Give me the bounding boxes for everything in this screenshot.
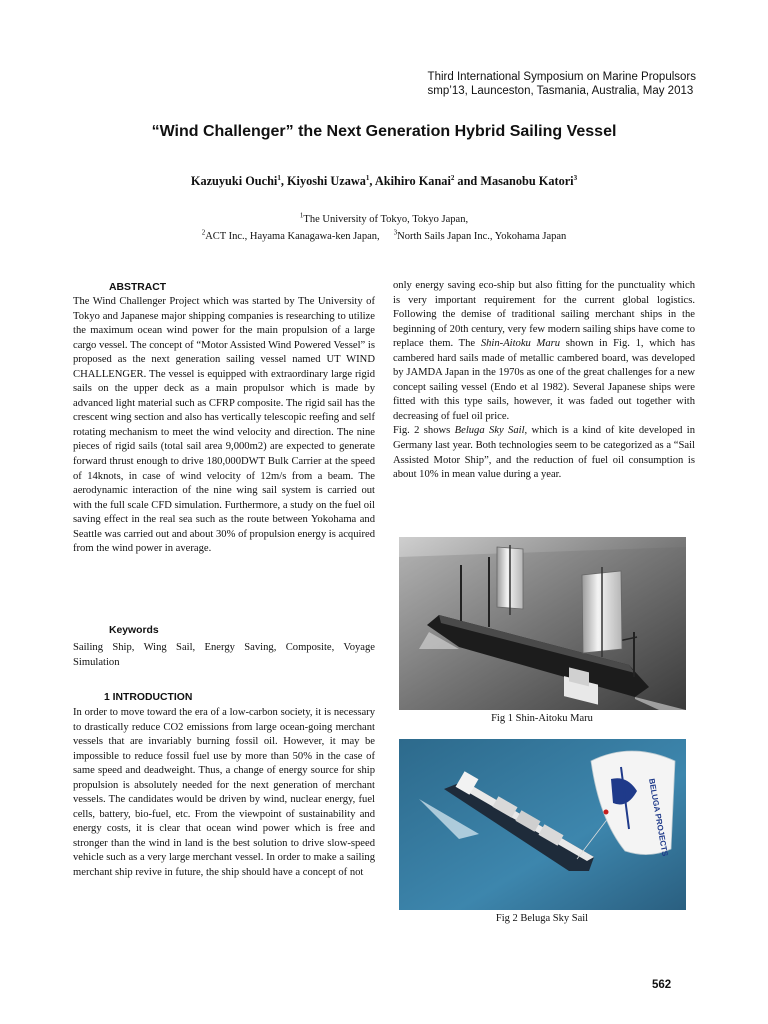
author-affiliation-mark: 3 [573,173,578,182]
author-list [0,174,768,189]
figure-1-caption: Fig 1 Shin-Aitoku Maru [491,713,593,724]
author-separator: , [280,174,287,188]
affiliation-line-2 [0,228,768,242]
affiliation-line-1 [0,211,768,225]
conference-header [428,70,696,98]
sailing-ship-photo [399,537,686,710]
introduction-heading: 1 INTRODUCTION [104,692,193,703]
paragraph-text: shown in Fig. 1, which has cambered hard sails made of metallic cambered board, was developed by JAMDA Japan in the 1970s as one of the great challenges for a new concept sailing vessel (Endo et al 1982). Several Japanese ships were fitted with this type sails, however, it was faded out together with decreasing of fuel oil price. [393,338,695,422]
conference-line-1: Third International Symposium on Marine Propulsors [427,71,696,83]
paragraph-text: , which is a kind of kite developed in Germany last year. Both technologies seem to be categorized as a “Sail Assisted Motor Ship”, and the reduction of fuel oil consumption is about 10% in mean value during a year. [393,425,696,481]
figure-1-photo [399,537,686,710]
abstract-text: The Wind Challenger Project which was started by The University of Tokyo and Japanese major shipping companies is researching to utilize the maximum ocean wind power for the main propulsion of a large cargo vessel. The concept of “Motor Assisted Wind Powered Vessel” is proposed as the next generation sailing vessel named UT WIND CHALLENGER. The vessel is equipped with extraordinary large rigid sails on the upper deck as a main propulsor which is made by advanced light material such as CFRP composite. The rigid sail has the crescent wing section and also has vertically telescopic reefing and self rotating mechanism to meet the wind velocity and direction. The nine pieces of rigid sails (total sail area 9,000m2) are expected to generate forward thrust enough to drive 180,000DWT Bulk Carrier at the speed of 14knots, in case of wind velocity of 12m/s from a beam. The aerodynamic interaction of the nine wing sail system is carried out with the full scale CFD simulation. Furthermore, a study on the fuel oil saving effect in the real sea such as the route between Yokohama and Seattle was carried out and about 30% of propulsion energy is acquired from the wind power in average. [73,296,375,555]
author-name: Masanobu Katori [480,174,574,188]
author-affiliation-mark: 2 [450,173,455,182]
conference-line-2: smp’13, Launceston, Tasmania, Australia, May 2013 [427,85,694,97]
kite-logo-text: BELUGA PROJECTS [647,777,670,857]
author-affiliation-mark: 1 [365,173,370,182]
paragraph-text: Fig. 2 shows [393,425,455,437]
affiliation-number: 1 [299,211,304,220]
author-separator: and [454,174,481,188]
paper-title: “Wind Challenger” the Next Generation Hybrid Sailing Vessel [151,123,617,140]
introduction-text: In order to move toward the era of a low-carbon society, it is necessary to drastically reduce CO2 emissions from large ocean-going merchant vessels that are invariably burning fossil oil. However, it may be impossible to reduce fossil fuel use by more than 50% in the case of same speed and deadweight. Thus, a change of energy source for ship propulsion is absolutely needed for the next generation of merchant vessels. The candidates would be driven by wind, nuclear energy, fuel cells, battery, bio-fuel, etc. From the viewpoint of sustainability and energy costs, it is clear that ocean wind power which is free and stronger than the wind in land is the best solution to drive slow-speed vehicle such as a very large merchant vessel. In order to make a sailing merchant ship revive in future, the ship should have a concept of not [73,707,375,879]
ship-name: Shin-Aitoku Maru [480,338,561,350]
keywords-text: Sailing Ship, Wing Sail, Energy Saving, Composite, Voyage Simulation [73,642,375,668]
author-name: Kazuyuki Ouchi [190,174,278,188]
affiliation-text: ACT Inc., Hayama Kanagawa-ken Japan, [205,231,380,242]
page-number: 562 [652,979,672,991]
kite-ship-photo [399,739,686,910]
author-name: Kiyoshi Uzawa [286,174,366,188]
author-affiliation-mark: 1 [277,173,281,182]
author-separator: , [369,174,375,188]
affiliation-number: 2 [201,228,206,237]
figure-2-caption: Fig 2 Beluga Sky Sail [495,913,589,924]
ship-name: Beluga Sky Sail [454,425,525,437]
keywords-heading: Keywords [109,625,159,636]
affiliation-text: North Sails Japan Inc., Yokohama Japan [397,231,567,242]
right-column-text [393,279,695,483]
affiliation-text: The University of Tokyo, Tokyo Japan, [303,214,469,225]
author-name: Akihiro Kanai [374,174,451,188]
abstract-heading: ABSTRACT [109,282,167,293]
figure-2-photo [399,739,686,910]
paragraph-text: only energy saving eco-ship but also fitting for the punctuality which is very important requirement for the current global logistics. Following the demise of traditional sailing merchant ships in the beginning of 20th century, very few modern sailing ships have come to replace them. The [393,280,695,350]
affiliation-number: 3 [393,228,398,237]
